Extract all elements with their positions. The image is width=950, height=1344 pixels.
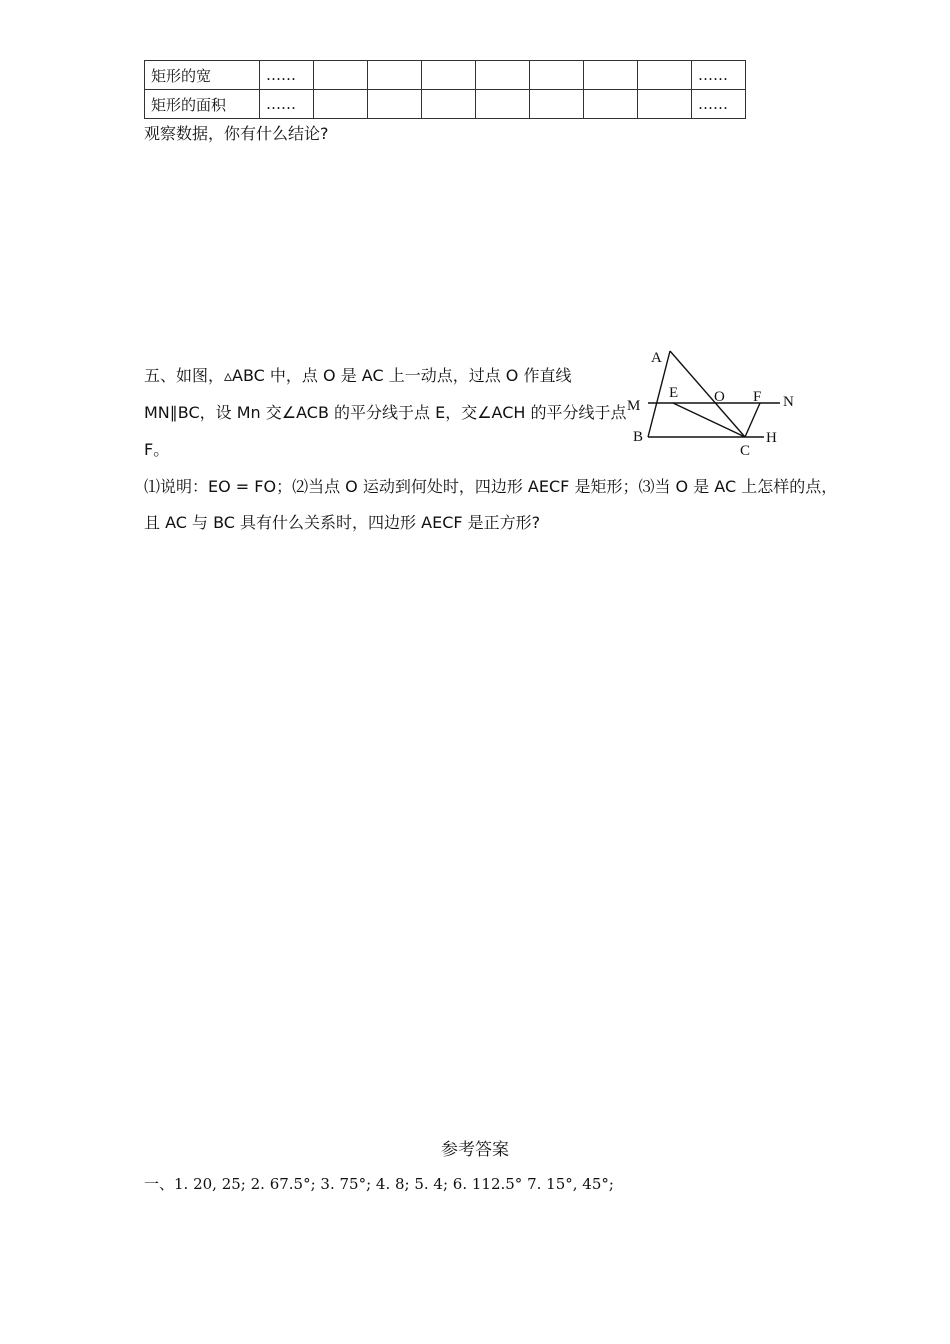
segment-cf (745, 403, 760, 437)
label-b: B (633, 429, 644, 445)
table-cell (638, 90, 692, 119)
q5-line-3: F。 (144, 440, 170, 459)
label-f: F (753, 389, 762, 405)
answers-title: 参考答案 (441, 1140, 509, 1160)
q5-line-2: MN∥BC，设 Mn 交∠ACB 的平分线于点 E，交∠ACH 的平分线于点 (144, 403, 627, 422)
table-cell: …… (260, 90, 314, 119)
table-cell (368, 90, 422, 119)
table-row (145, 61, 746, 90)
label-e: E (669, 385, 679, 401)
table-cell (422, 61, 476, 90)
table-cell (584, 90, 638, 119)
observe-prompt: 观察数据，你有什么结论? (144, 124, 329, 143)
table-cell (638, 61, 692, 90)
table-cell (314, 61, 368, 90)
triangle-figure (620, 340, 810, 462)
label-m: M (627, 398, 641, 414)
label-n: N (783, 394, 794, 410)
q5-line-5: 且 AC 与 BC 具有什么关系时，四边形 AECF 是正方形? (144, 513, 541, 532)
table-row (145, 90, 746, 119)
table-cell (422, 90, 476, 119)
table-cell: …… (692, 61, 746, 90)
table-cell: …… (692, 90, 746, 119)
answers-line-1: 一、1. 20, 25; 2. 67.5°; 3. 75°; 4. 8; 5. 4; 6. 112.5° 7. 15°, 45°; (144, 1175, 614, 1193)
label-c: C (740, 443, 751, 459)
table-cell (584, 61, 638, 90)
q5-line-4: ⑴说明：EO = FO；⑵当点 O 运动到何处时，四边形 AECF 是矩形；⑶当 O 是 AC 上怎样的点， (144, 477, 838, 496)
label-o: O (714, 389, 725, 405)
row-label: 矩形的宽 (145, 61, 260, 90)
label-a: A (651, 350, 662, 366)
table-cell: …… (260, 61, 314, 90)
table-cell (476, 61, 530, 90)
q5-line-1: 五、如图，▵ABC 中，点 O 是 AC 上一动点，过点 O 作直线 (144, 366, 572, 385)
table-cell (530, 90, 584, 119)
table-cell (476, 90, 530, 119)
segment-ce (673, 403, 745, 437)
row-label: 矩形的面积 (145, 90, 260, 119)
data-table (144, 60, 746, 119)
segment-ac (670, 351, 745, 437)
table-cell (314, 90, 368, 119)
table-cell (368, 61, 422, 90)
table-cell (530, 61, 584, 90)
label-h: H (766, 430, 777, 446)
